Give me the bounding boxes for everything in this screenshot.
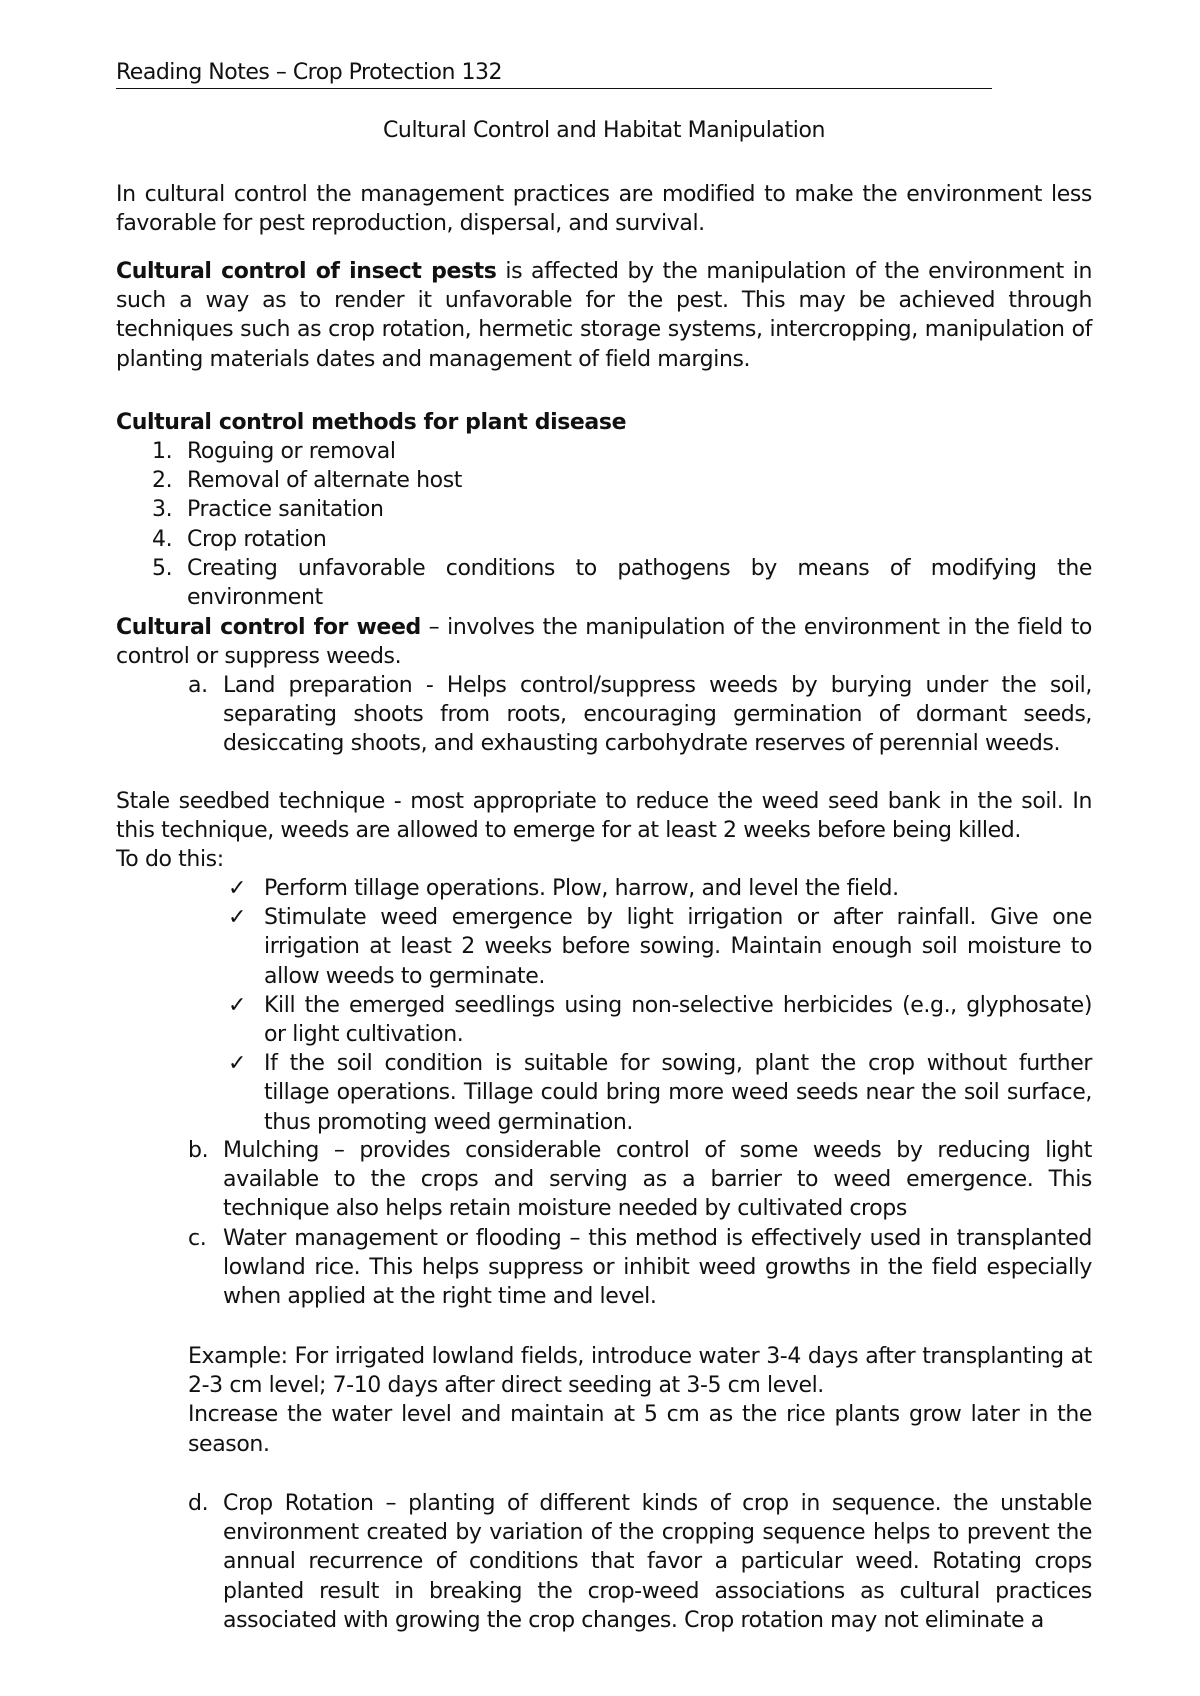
weed-lead: Cultural control for weed (116, 615, 421, 640)
list-item: ✓ Stimulate weed emergence by light irrigation or after rainfall. Give one irrigation at least 2 weeks before sowing. Maintain enough soil moisture to allow weeds to germinate. (228, 903, 1092, 991)
check-icon: ✓ (228, 992, 247, 1018)
list-item: 4. Crop rotation (152, 526, 327, 552)
insect-lead: Cultural control of insect pests (116, 259, 497, 284)
weed-item-d: d. Crop Rotation – planting of different kinds of crop in sequence. the unstable environment created by variation of the cropping sequence helps to prevent the annual recurrence of conditions that favor a particular weed. Rotating crops planted result in breaking the crop-weed associations as cultural practices associated with growing the crop changes. Crop rotation may not eliminate a (188, 1491, 1092, 1633)
disease-heading (116, 408, 1092, 437)
stale-seedbed-paragraph: Stale seedbed technique - most appropriate to reduce the weed seed bank in the soil. In this technique, weeds are allowed to emerge for at least 2 weeks before being killed. (116, 789, 1092, 844)
intro-paragraph: In cultural control the management practices are modified to make the environment less favorable for pest reproduction, dispersal, and survival. (116, 182, 1092, 237)
check-icon: ✓ (228, 876, 247, 901)
list-item: b. Mulching – provides considerable control of some weeds by reducing light available to the crops and serving as a barrier to weed emergence. This technique also helps retain moisture needed by cultivated crops (188, 1138, 1092, 1222)
example-line-1: Example: For irrigated lowland fields, introduce water 3-4 days after transplanting at 2-3 cm level; 7-10 days after direct seeding at 3-5 cm level. (188, 1344, 1092, 1399)
list-item: 5. Creating unfavorable conditions to pathogens by means of modifying the environment (152, 555, 1092, 611)
insect-text: is affected by the manipulation of the environment in such a way as to render it unfavorable for the pest. This may be achieved through techniques such as crop rotation, hermetic storage systems, intercropping, manipulation of planting materials dates and management of field margins. (116, 259, 1092, 372)
stale-steps-list (228, 874, 1092, 1137)
page-title: Cultural Control and Habitat Manipulation (382, 118, 826, 143)
to-do-label: To do this: (116, 847, 224, 872)
list-item: ✓ Kill the emerged seedlings using non-selective herbicides (e.g., glyphosate) or light cultivation. (228, 991, 1092, 1049)
check-icon: ✓ (228, 1051, 247, 1077)
list-item: c. Water management or flooding – this method is effectively used in transplanted lowland rice. This helps suppress or inhibit weed growths in the field especially when applied at the right time and level. (188, 1225, 1092, 1310)
running-header: Reading Notes – Crop Protection 132 (116, 58, 992, 89)
check-icon: ✓ (228, 905, 247, 931)
weed-items-b-c (188, 1136, 1092, 1311)
list-item: ✓ Perform tillage operations. Plow, harrow, and level the field. (228, 874, 1092, 903)
list-item: 3. Practice sanitation (152, 497, 384, 523)
list-item: ✓ If the soil condition is suitable for sowing, plant the crop without further tillage operations. Tillage could bring more weed seeds near the soil surface, thus promoting weed germination. (228, 1049, 1092, 1137)
weed-item-a: a. Land preparation - Helps control/suppress weeds by burying under the soil, separating shoots from roots, encouraging germination of dormant seeds, desiccating shoots, and exhausting carbohydrate reserves of perennial weeds. (188, 673, 1092, 757)
list-item: 2. Removal of alternate host (152, 468, 463, 494)
insect-paragraph (116, 257, 1092, 374)
example-line-2: Increase the water level and maintain at 5 cm as the rice plants grow later in the season. (188, 1402, 1092, 1457)
disease-list (152, 437, 1092, 612)
example-block (188, 1342, 1092, 1459)
weed-text: – involves the manipulation of the environment in the field to control or suppress weeds. (116, 615, 1092, 670)
weed-paragraph (116, 613, 1092, 671)
list-item: 1. Roguing or removal (152, 439, 396, 464)
disease-heading-text: Cultural control methods for plant disease (116, 410, 627, 435)
